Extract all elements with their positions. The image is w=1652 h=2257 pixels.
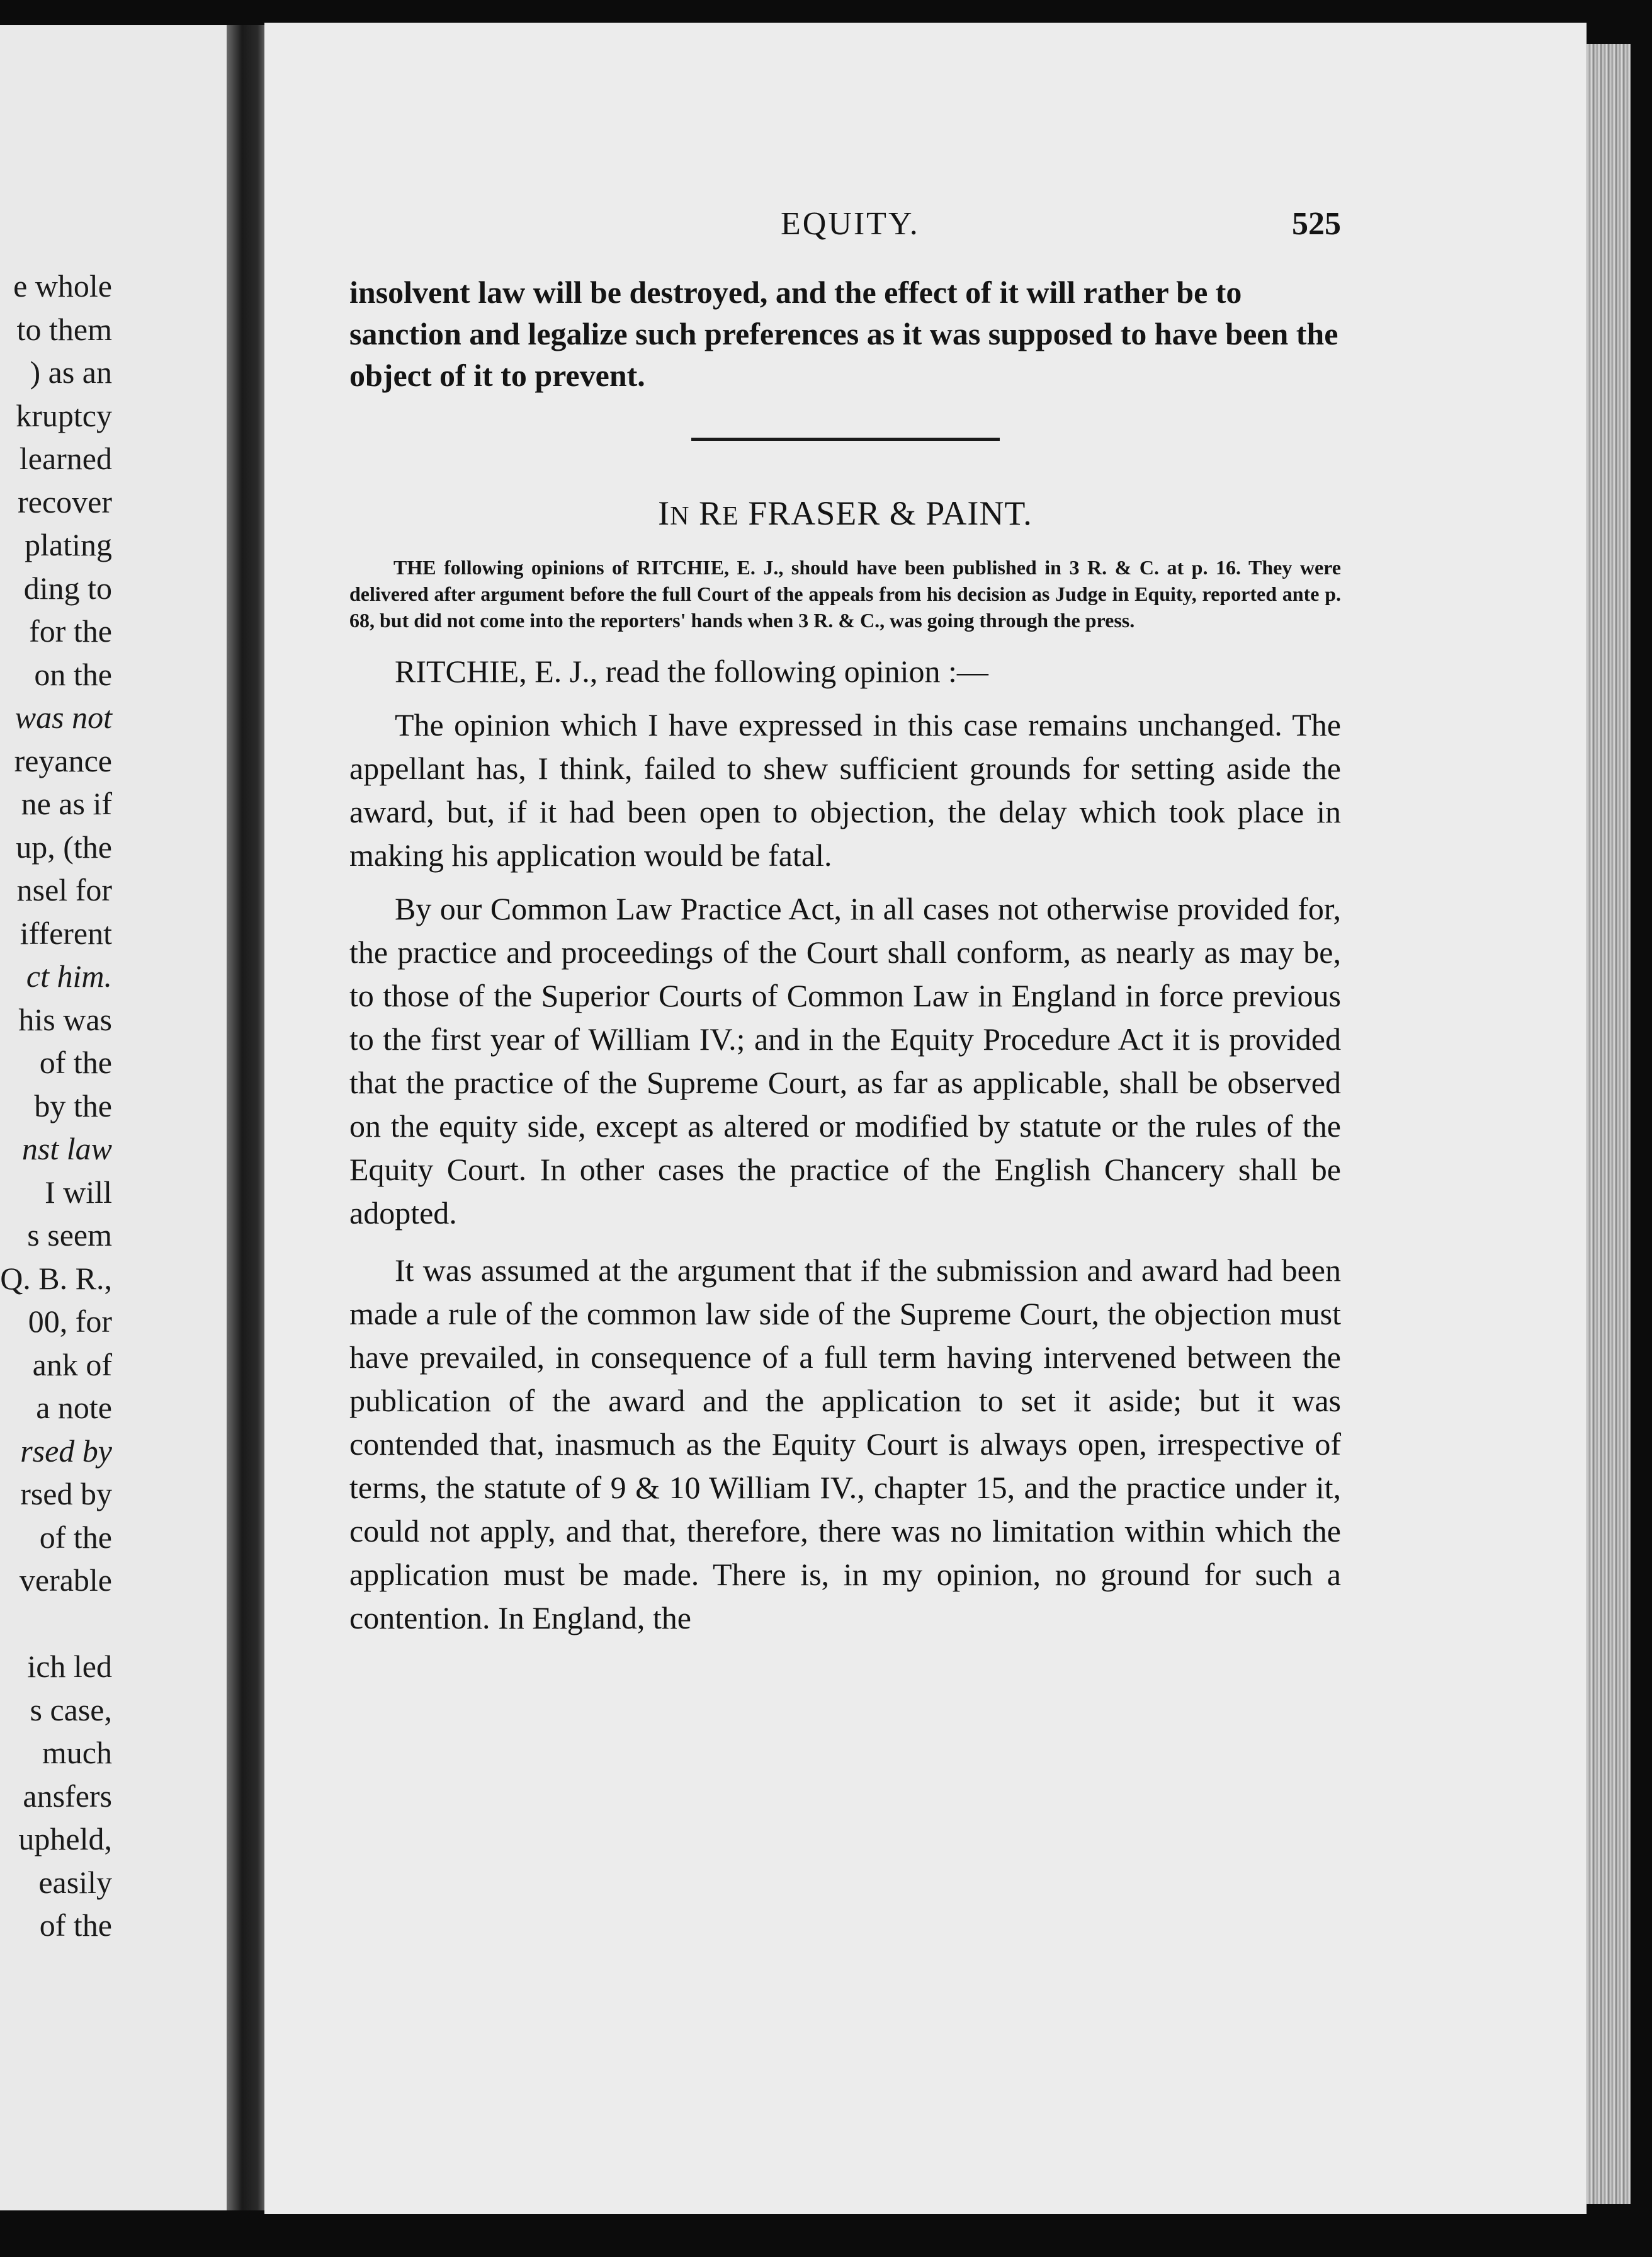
headnote: THE following opinions of RITCHIE, E. J., should have been published in 3 R. & C. at p. 16. They were delivered after argument before the full Court of the appeals from his decision as Judge in Equity, reported ante p. 68, but did not come into the reporters' hands when 3 R. & C., was going through the press. xyxy=(349,556,1341,632)
opinion-intro: RITCHIE, E. J., read the following opinion :— xyxy=(395,654,988,689)
left-page-line: on the xyxy=(34,656,112,692)
left-page-line: ct him. xyxy=(26,958,112,994)
left-page-line: was not xyxy=(14,700,112,735)
left-page-line: ne as if xyxy=(21,786,112,821)
left-page-line: rsed by xyxy=(20,1476,112,1511)
left-page-line: s seem xyxy=(27,1217,112,1253)
book-page xyxy=(264,23,1587,2214)
left-page-line: ) as an xyxy=(30,355,112,390)
page-edges xyxy=(1580,44,1631,2204)
left-page-line: Q. B. R., xyxy=(0,1260,112,1296)
page-content xyxy=(349,271,1341,1640)
left-page-line: of the xyxy=(39,1519,112,1555)
left-page-line: reyance xyxy=(14,742,112,778)
paragraph-1: The opinion which I have expressed in this case remains unchanged. The appellant has, I think, failed to shew sufficient grounds for setting aside the award, but, if it had been open to objection, the delay which took place in making his application would be fatal. xyxy=(349,707,1341,873)
left-page-line: 00, for xyxy=(28,1304,112,1339)
left-page-line: kruptcy xyxy=(16,397,112,433)
left-page-line: of the xyxy=(39,1907,112,1943)
left-page-line: of the xyxy=(39,1045,112,1080)
left-page-line: easily xyxy=(38,1864,112,1900)
left-page-line: verable xyxy=(19,1562,112,1598)
left-page-line: learned xyxy=(19,441,112,476)
section-rule xyxy=(691,438,1000,441)
left-page-line: e whole xyxy=(13,268,112,304)
left-page-line: I will xyxy=(45,1174,112,1210)
paragraph-3: It was assumed at the argument that if the submission and award had been made a rule of the common law side of the Supreme Court, the objection must have prevailed, in consequence of a full term having intervened between the publication of the award and the application to set it aside; but it was contended that, inasmuch as the Equity Court is always open, irrespective of terms, the statute of 9 & 10 William IV., chapter 15, and the practice under it, could not apply, and that, therefore, there was no limitation within which the application must be made. There is, in my opinion, no ground for such a contention. In England, the xyxy=(349,1253,1341,1635)
left-page-line: ansfers xyxy=(23,1778,112,1814)
left-page-line: up, (the xyxy=(16,829,112,865)
left-page-line: rsed by xyxy=(20,1433,112,1469)
running-head: EQUITY. xyxy=(781,206,920,242)
left-page-line: upheld, xyxy=(18,1821,112,1856)
left-page-line: plating xyxy=(25,527,112,562)
left-page-line: his was xyxy=(18,1001,112,1037)
left-page-line: much xyxy=(42,1735,112,1770)
paragraph-2: By our Common Law Practice Act, in all cases not otherwise provided for, the practice and proceedings of the Court shall conform, as nearly as may be, to those of the Superior Courts of Common Law in England in force previous to the first year of William IV.; and in the Equity Procedure Act it is provided that the practice of the Supreme Court, as far as applicable, shall be observed on the equity side, except as altered or modified by statute or the rules of the Equity Court. In other cases the practice of the English Chancery shall be adopted. xyxy=(349,891,1341,1231)
left-page-line: for the xyxy=(29,613,112,649)
left-page-line: s case, xyxy=(30,1691,112,1727)
section-rule-wrap xyxy=(349,433,1341,444)
facing-page-left xyxy=(0,25,232,2210)
left-page-line: nsel for xyxy=(16,872,112,907)
left-page-line: ifferent xyxy=(20,915,112,951)
case-title: IN RE FRASER & PAINT. xyxy=(658,494,1032,532)
page-header xyxy=(264,205,1341,262)
continued-paragraph: insolvent law will be destroyed, and the effect of it will rather be to sanction and legalize such preferences as it was supposed to have been the object of it to prevent. xyxy=(349,275,1338,393)
left-page-line: a note xyxy=(36,1390,112,1425)
left-page-line: ding to xyxy=(23,570,112,606)
left-page-line: recover xyxy=(18,484,112,520)
left-page-line: by the xyxy=(34,1088,112,1123)
left-page-line: nst law xyxy=(21,1131,112,1166)
left-page-line: ank of xyxy=(32,1346,112,1382)
left-page-line: ich led xyxy=(27,1649,112,1684)
left-page-line: to them xyxy=(16,311,112,347)
page-number: 525 xyxy=(1292,206,1341,242)
